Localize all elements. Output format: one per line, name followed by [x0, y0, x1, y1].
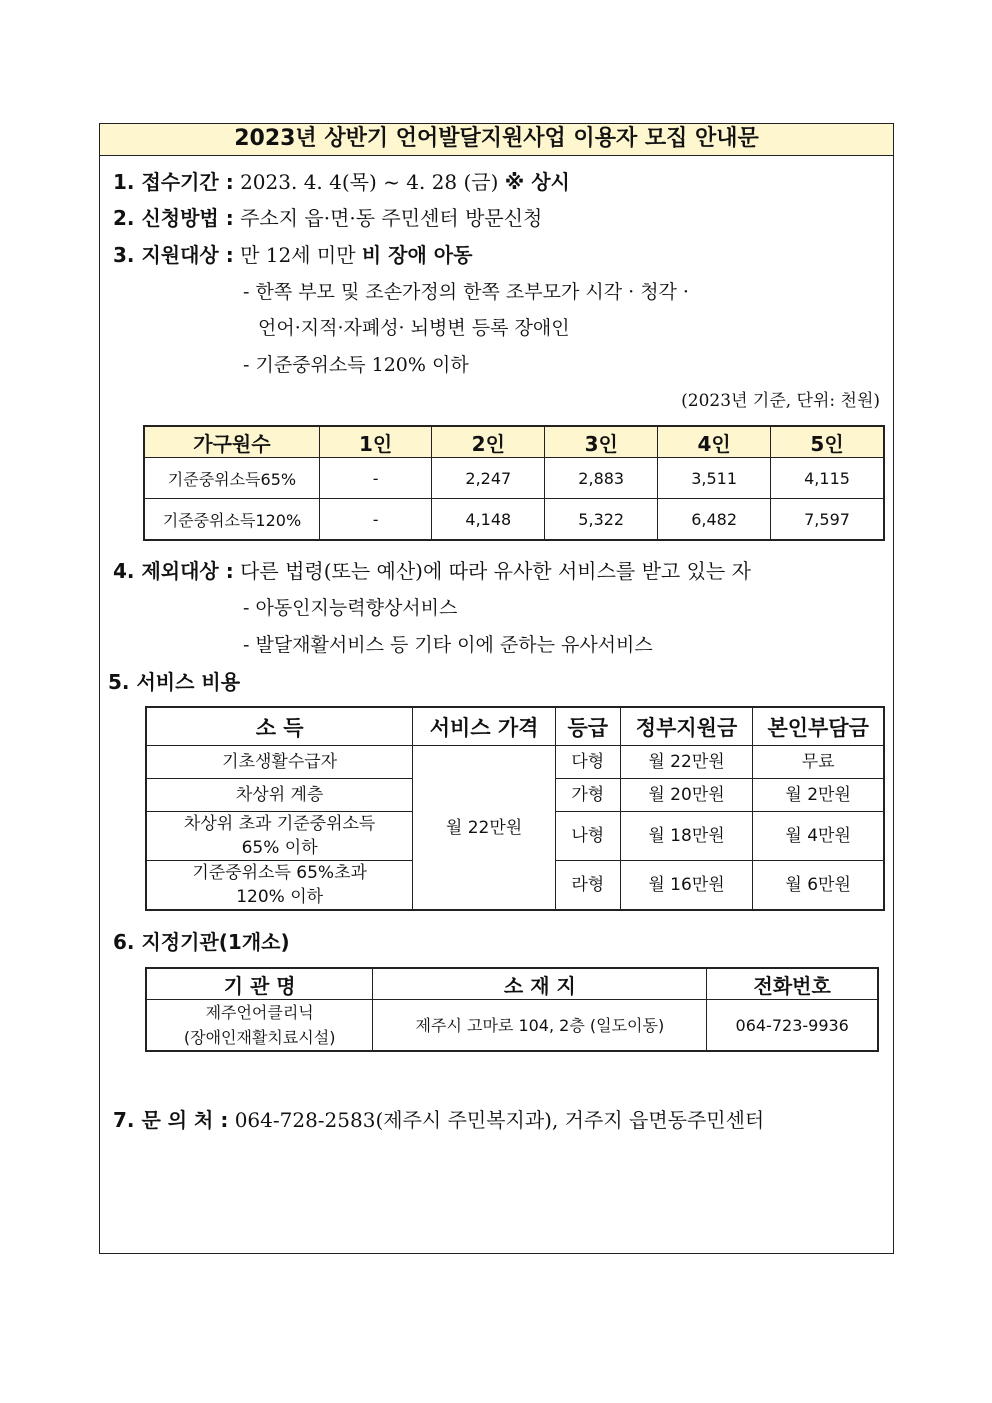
table-cell: 6,482 [658, 499, 771, 541]
gov-cell: 월 18만원 [620, 812, 753, 861]
inst-name: 제주언어클리닉 [205, 1003, 314, 1022]
income-line: 차상위 초과 기준중위소득 [183, 814, 376, 834]
inst-table-header: 기 관 명 [146, 968, 373, 1000]
income-table-header: 5인 [771, 426, 884, 458]
section-1-label: 1. 접수기간 : [113, 170, 234, 194]
section-4-sub1: - 아동인지능력향상서비스 [243, 597, 458, 619]
section-7 [113, 1104, 764, 1133]
section-3-sub2: - 기준중위소득 120% 이하 [243, 354, 469, 376]
section-1-note: ※ 상시 [504, 170, 570, 194]
grade-cell: 나형 [555, 812, 620, 861]
grade-cell: 라형 [555, 861, 620, 911]
section-5-label: 5. 서비스 비용 [108, 670, 241, 694]
section-1-value: 2023. 4. 4(목) ~ 4. 28 (금) [240, 170, 499, 194]
table-cell: 4,148 [432, 499, 545, 541]
income-table-header: 1인 [319, 426, 431, 458]
table-cell: - [319, 458, 431, 499]
table-cell: 기준중위소득120% [144, 499, 319, 541]
income-line: 기준중위소득 65%초과 [192, 863, 367, 883]
section-2-label: 2. 신청방법 : [113, 206, 234, 230]
inst-table-header: 소 재 지 [373, 968, 707, 1000]
income-table-header: 가구원수 [144, 426, 319, 458]
income-cell [146, 812, 413, 861]
table-row [146, 1000, 878, 1052]
cost-table [145, 706, 885, 911]
unit-note: (2023년 기준, 단위: 천원) [681, 391, 880, 411]
cost-table-header: 등급 [555, 707, 620, 746]
section-7-value: 064-728-2583(제주시 주민복지과), 거주지 읍면동주민센터 [234, 1108, 765, 1132]
section-7-label: 7. 문 의 처 : [113, 1108, 229, 1132]
section-6-label: 6. 지정기관(1개소) [113, 930, 290, 954]
income-table-header: 3인 [545, 426, 658, 458]
self-cell: 무료 [753, 746, 884, 779]
gov-cell: 월 16만원 [620, 861, 753, 911]
table-row [144, 458, 884, 499]
grade-cell: 다형 [555, 746, 620, 779]
section-4-sub2: - 발달재활서비스 등 기타 이에 준하는 유사서비스 [243, 634, 653, 656]
income-table [143, 425, 885, 541]
section-3-value: 만 12세 미만 [240, 243, 362, 267]
inst-phone-cell: 064-723-9936 [707, 1000, 878, 1052]
income-cell [146, 861, 413, 911]
table-cell: 기준중위소득65% [144, 458, 319, 499]
cost-table-header: 서비스 가격 [413, 707, 556, 746]
section-4-value: 다른 법령(또는 예산)에 따라 유사한 서비스를 받고 있는 자 [240, 559, 751, 583]
table-row [144, 499, 884, 541]
table-cell: 5,322 [545, 499, 658, 541]
section-4-label: 4. 제외대상 : [113, 559, 234, 583]
income-cell: 차상위 계층 [146, 779, 413, 812]
inst-table-header: 전화번호 [707, 968, 878, 1000]
table-row [146, 746, 884, 779]
table-cell: 2,883 [545, 458, 658, 499]
cost-table-header: 정부지원금 [620, 707, 753, 746]
section-3 [113, 239, 472, 268]
section-3-sub1: - 한쪽 부모 및 조손가정의 한쪽 조부모가 시각 · 청각 · [243, 281, 689, 303]
income-line: 120% 이하 [236, 887, 324, 907]
section-3-label: 3. 지원대상 : [113, 243, 234, 267]
section-2-value: 주소지 읍·면·동 주민센터 방문신청 [240, 206, 543, 230]
self-cell: 월 4만원 [753, 812, 884, 861]
section-3-value-bold: 비 장애 아동 [361, 243, 473, 267]
inst-address-cell: 제주시 고마로 104, 2층 (일도이동) [373, 1000, 707, 1052]
gov-cell: 월 22만원 [620, 746, 753, 779]
table-cell: - [319, 499, 431, 541]
inst-name-cell [146, 1000, 373, 1052]
institution-table [145, 967, 879, 1052]
gov-cell: 월 20만원 [620, 779, 753, 812]
section-2 [113, 202, 542, 231]
self-cell: 월 2만원 [753, 779, 884, 812]
cost-table-header: 본인부담금 [753, 707, 884, 746]
notice-title: 2023년 상반기 언어발달지원사업 이용자 모집 안내문 [100, 124, 893, 156]
price-cell: 월 22만원 [413, 746, 556, 911]
income-table-header: 2인 [432, 426, 545, 458]
section-1 [113, 166, 570, 195]
table-cell: 7,597 [771, 499, 884, 541]
grade-cell: 가형 [555, 779, 620, 812]
table-cell: 4,115 [771, 458, 884, 499]
section-3-sub1b: 언어·지적·자폐성· 뇌병변 등록 장애인 [258, 317, 570, 339]
income-table-header: 4인 [658, 426, 771, 458]
section-4 [113, 555, 751, 584]
table-cell: 2,247 [432, 458, 545, 499]
cost-table-header: 소 득 [146, 707, 413, 746]
income-cell: 기초생활수급자 [146, 746, 413, 779]
table-cell: 3,511 [658, 458, 771, 499]
income-line: 65% 이하 [241, 838, 318, 858]
self-cell: 월 6만원 [753, 861, 884, 911]
inst-type: (장애인재활치료시설) [183, 1028, 336, 1047]
